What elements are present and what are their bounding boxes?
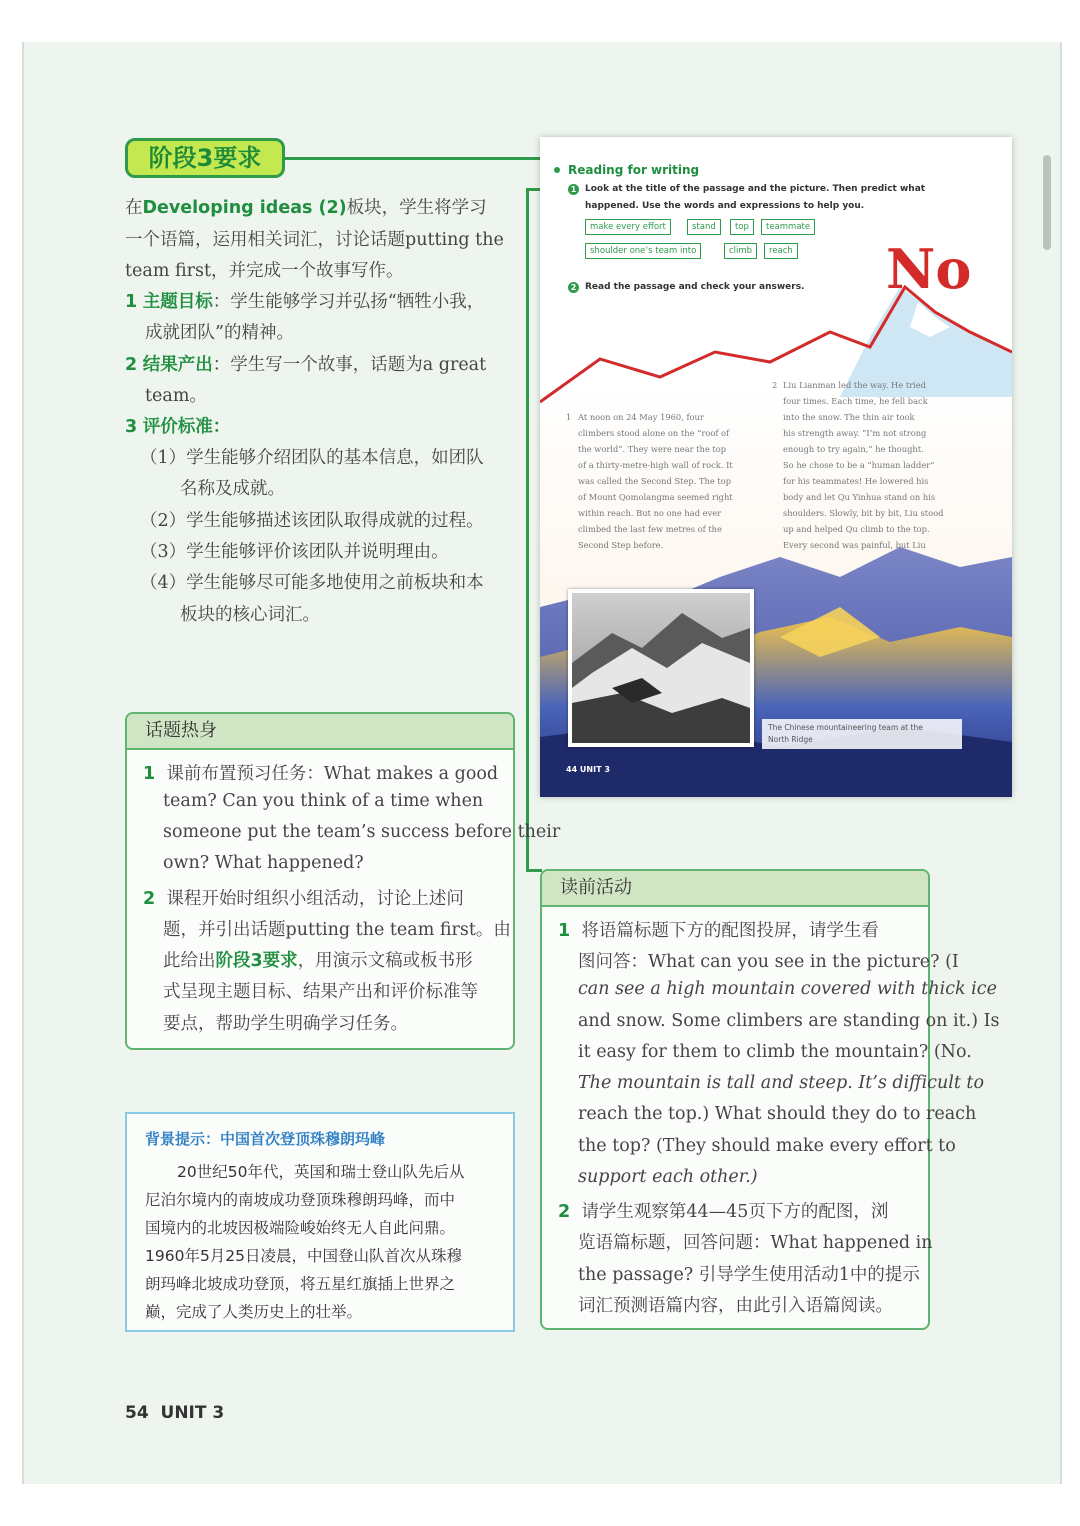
page-footer: 54 UNIT 3 [125,1403,225,1423]
question-1-text: happened. Use the words and expressions to help you. [585,201,865,211]
passage-line: So he chose to be a “human ladder” [783,460,935,470]
criteria-line: （3）学生能够评价该团队并说明理由。 [140,542,449,562]
section-dot [554,167,560,173]
warmup-line: someone put the team’s success before their [163,822,561,842]
prereading-line: it easy for them to climb the mountain? (No. [578,1042,972,1062]
connector-line [526,869,542,872]
prereading-line: 词汇预测语篇内容，由此引入语篇阅读。 [578,1296,893,1316]
passage-line: At noon on 24 May 1960, four [578,412,704,422]
goal-output: 2 结果产出：学生写一个故事，话题为a great [125,355,487,375]
word-chip: climb [724,243,757,259]
prereading-line: support each other.) [578,1167,758,1187]
background-line: 1960年5月25日凌晨，中国登山队首次从珠穆 [145,1247,463,1265]
warmup-box [125,712,561,1050]
passage-line: up and helped Qu climb to the top. [783,524,930,534]
passage-line: Liu Lianman led the way. He tried [783,380,926,390]
background-line: 国境内的北坡因极端险峻始终无人自此问鼎。 [145,1219,456,1237]
word-chip: stand [687,219,721,235]
passage-line: into the snow. The thin air took [783,412,915,422]
background-title: 背景提示：中国首次登顶珠穆朗玛峰 [145,1130,386,1148]
intro-line-3: team first，并完成一个故事写作。 [125,261,404,281]
prereading-item-1: 1 将语篇标题下方的配图投屏，请学生看 [558,921,879,941]
historical-photo [568,589,754,747]
criteria-line: 名称及成就。 [180,479,285,499]
warmup-line: 此给出阶段3要求，用演示文稿或板书形 [163,951,473,971]
prereading-title: 读前活动 [542,871,928,907]
warmup-line: own? What happened? [163,853,364,873]
word-chip: top [730,219,754,235]
warmup-line: 题，并引出话题putting the team first。由 [163,920,511,940]
background-line: 20世纪50年代，英国和瑞士登山队先后从 [177,1163,465,1181]
word-chip: make every effort [585,219,671,235]
passage-line: Second Step before. [578,540,664,550]
photo-caption: The Chinese mountaineering team at the North Ridge [762,719,962,749]
paragraph-number: 2 [772,380,778,390]
passage-line: body and let Qu Yinhua stand on his [783,492,936,502]
warmup-line: 式呈现主题目标、结果产出和评价标准等 [163,982,478,1002]
textbook-page-label: 44 UNIT 3 [566,765,610,774]
prereading-line: 图问答：What can you see in the picture? (I [578,952,959,972]
passage-line: enough to try again,” he thought. [783,444,924,454]
criteria-line: （1）学生能够介绍团队的基本信息，如团队 [140,448,484,468]
passage-line: was called the Second Step. The top [578,476,732,486]
background-line: 巅，完成了人类历史上的壮举。 [145,1303,363,1321]
prereading-line: reach the top.) What should they do to reach [578,1104,977,1124]
prereading-line: The mountain is tall and steep. It’s difficult to [578,1073,984,1093]
prereading-line: the top? (They should make every effort to [578,1136,956,1156]
background-line: 朗玛峰北坡成功登顶，将五星红旗插上世界之 [145,1275,456,1293]
word-chip: teammate [761,219,815,235]
warmup-line: team? Can you think of a time when [163,791,484,811]
prereading-box [540,869,1000,1330]
goal-theme: 1 主题目标：学生能够学习并弘扬“牺牲小我， [125,292,485,312]
question-1-text: Look at the title of the passage and the picture. Then predict what [585,184,926,194]
passage-line: Every second was painful, but Liu [783,540,926,550]
warmup-title: 话题热身 [127,714,513,750]
criteria-line: 板块的核心词汇。 [180,605,320,625]
prereading-line: the passage? 引导学生使用活动1中的提示 [578,1265,920,1285]
passage-line: for his teammates! He lowered his [783,476,929,486]
question-2-number: 2 [568,282,579,293]
paragraph-number: 1 [566,412,572,422]
stage-banner: 阶段3要求 [125,138,285,178]
bw-mountain-photo [572,593,750,743]
background-line: 尼泊尔境内的南坡成功登顶珠穆朗玛峰，而中 [145,1191,456,1209]
connector-line [526,188,529,870]
prereading-line: and snow. Some climbers are standing on it.) Is [578,1011,1000,1031]
intro-line-2: 一个语篇，运用相关词汇，讨论话题putting the [125,230,504,250]
passage-line: the world”. They were near the top [578,444,727,454]
criteria-line: （2）学生能够描述该团队取得成就的过程。 [140,511,484,531]
warmup-line: 要点，帮助学生明确学习任务。 [163,1014,408,1034]
warmup-item-2: 2 课程开始时组织小组活动，讨论上述问 [143,889,464,909]
goal-output-cont: team。 [145,386,207,406]
question-2-text: Read the passage and check your answers. [585,282,805,292]
prereading-line: 览语篇标题，回答问题：What happened in [578,1233,933,1253]
passage-line: four times. Each time, he fell back [783,396,928,406]
passage-headline: No [886,237,972,301]
passage-line: climbers stood alone on the “roof of [578,428,730,438]
background-box [125,1112,515,1332]
word-chip: reach [764,243,798,259]
passage-line: of a thirty-metre-high wall of rock. It [578,460,733,470]
passage-line: climbed the last few metres of the [578,524,722,534]
word-chip: shoulder one’s team into [585,243,701,259]
question-1-number: 1 [568,184,579,195]
scrollbar[interactable] [1043,155,1051,250]
prereading-item-2: 2 请学生观察第44—45页下方的配图，浏 [558,1202,889,1222]
goal-criteria-heading: 3 评价标准： [125,417,231,437]
passage-line: shoulders. Slowly, bit by bit, Liu stood [783,508,944,518]
passage-line: of Mount Qomolangma seemed right [578,492,733,502]
warmup-item-1: 1 课前布置预习任务：What makes a good [143,764,499,784]
criteria-line: （4）学生能够尽可能多地使用之前板块和本 [140,573,484,593]
intro-line-1: 在Developing ideas (2)板块，学生将学习 [125,198,487,218]
section-title: Reading for writing [568,163,700,177]
connector-line [285,157,543,160]
prereading-line: can see a high mountain covered with thick ice [578,979,997,999]
textbook-page-image [540,137,1012,797]
passage-line: within reach. But no one had ever [578,508,722,518]
passage-line: his strength away. “I’m not strong [783,428,927,438]
goal-theme-cont: 成就团队”的精神。 [145,323,294,343]
